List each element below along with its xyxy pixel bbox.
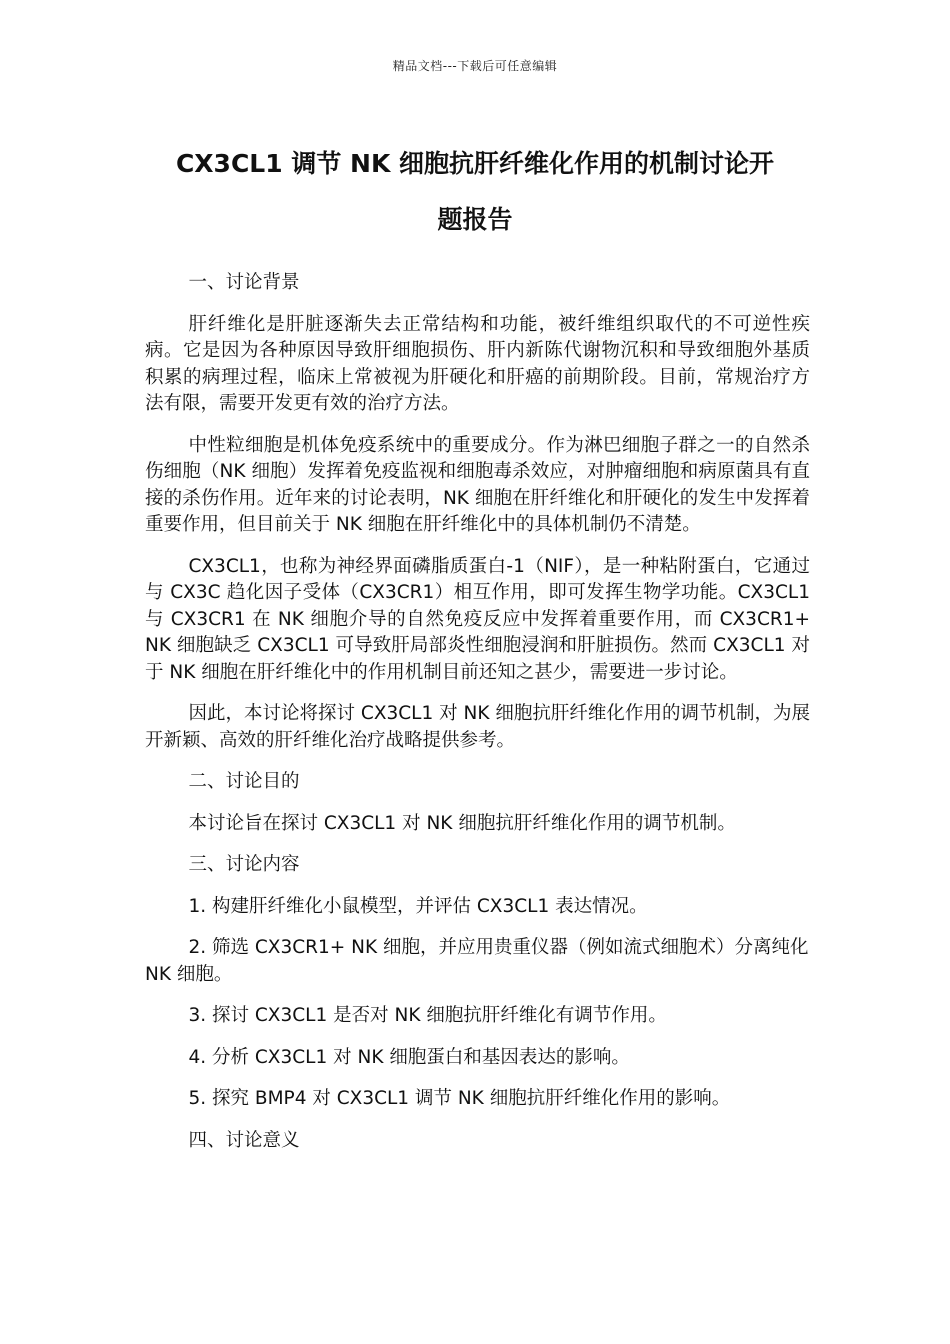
paragraph-conclusion: 因此，本讨论将探讨 CX3CL1 对 NK 细胞抗肝纤维化作用的调节机制，为展开新颖、高效的肝纤维化治疗战略提供参考。: [145, 703, 810, 751]
title-line-2: 题报告: [437, 205, 513, 234]
list-item: 4. 分析 CX3CL1 对 NK 细胞蛋白和基因表达的影响。: [188, 1046, 630, 1068]
header-note: 精品文档---下载后可任意编辑: [392, 59, 558, 73]
document-body: [145, 270, 810, 1169]
list-item: 1. 构建肝纤维化小鼠模型，并评估 CX3CL1 表达情况。: [188, 895, 648, 917]
list-item: 3. 探讨 CX3CL1 是否对 NK 细胞抗肝纤维化有调节作用。: [188, 1005, 667, 1026]
document-title: [130, 136, 820, 248]
section-heading-content: 三、讨论内容: [188, 854, 300, 875]
list-item: 5. 探究 BMP4 对 CX3CL1 调节 NK 细胞抗肝纤维化作用的影响。: [188, 1088, 731, 1109]
section-heading-purpose: 二、讨论目的: [188, 771, 300, 792]
title-line-1: CX3CL1 调节 NK 细胞抗肝纤维化作用的机制讨论开: [175, 149, 775, 178]
paragraph-cx3cl1: CX3CL1，也称为神经界面磷脂质蛋白-1（NIF），是一种粘附蛋白，它通过与 CX3C 趋化因子受体（CX3CR1）相互作用，即可发挥生物学功能。CX3CL1 与 CX3CR1 在 NK 细胞介导的自然免疫反应中发挥着重要作用，而 CX3CR1+ NK 细胞缺乏 CX3CL1 可导致肝局部炎性细胞浸润和肝脏损伤。然而 CX3CL1 对于 NK 细胞在肝纤维化中的作用机制目前还知之甚少，需要进一步讨论。: [145, 555, 810, 683]
section-heading-significance: 四、讨论意义: [188, 1129, 300, 1151]
paragraph-purpose: 本讨论旨在探讨 CX3CL1 对 NK 细胞抗肝纤维化作用的调节机制。: [188, 812, 736, 834]
paragraph-liver-fibrosis: 肝纤维化是肝脏逐渐失去正常结构和功能，被纤维组织取代的不可逆性疾病。它是因为各种原因导致肝细胞损伤、肝内新陈代谢物沉积和导致细胞外基质积累的病理过程，临床上常被视为肝硬化和肝癌的前期阶段。目前，常规治疗方法有限，需要开发更有效的治疗方法。: [145, 313, 810, 414]
section-heading-background: 一、讨论背景: [188, 272, 300, 293]
list-item: 2. 筛选 CX3CR1+ NK 细胞，并应用贵重仪器（例如流式细胞术）分离纯化 NK 细胞。: [145, 937, 809, 985]
paragraph-nk-cells: 中性粒细胞是机体免疫系统中的重要成分。作为淋巴细胞子群之一的自然杀伤细胞（NK 细胞）发挥着免疫监视和细胞毒杀效应，对肿瘤细胞和病原菌具有直接的杀伤作用。近年来的讨论表明，NK 细胞在肝纤维化和肝硬化的发生中发挥着重要作用，但目前关于 NK 细胞在肝纤维化中的具体机制仍不清楚。: [145, 434, 810, 535]
